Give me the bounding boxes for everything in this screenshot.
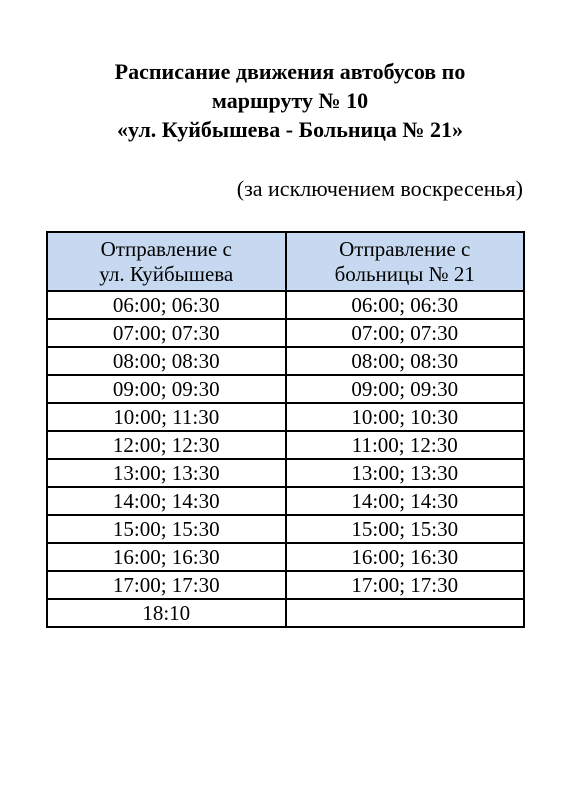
table-cell: 14:00; 14:30 [286, 487, 525, 515]
table-cell: 17:00; 17:30 [286, 571, 525, 599]
table-header-row [47, 232, 524, 291]
table-row [47, 599, 524, 627]
table-row [47, 431, 524, 459]
table-cell: 12:00; 12:30 [47, 431, 286, 459]
table-cell: 06:00; 06:30 [286, 291, 525, 319]
table-cell: 10:00; 11:30 [47, 403, 286, 431]
header-line: ул. Куйбышева [99, 261, 234, 286]
table-cell: 06:00; 06:30 [47, 291, 286, 319]
table-cell: 16:00; 16:30 [286, 543, 525, 571]
table-cell: 14:00; 14:30 [47, 487, 286, 515]
table-cell: 17:00; 17:30 [47, 571, 286, 599]
table-cell: 13:00; 13:30 [47, 459, 286, 487]
title-line-3: «ул. Куйбышева - Больница № 21» [117, 117, 463, 142]
header-departure-kuibysheva [47, 232, 286, 291]
header-departure-hospital [286, 232, 525, 291]
table-cell: 16:00; 16:30 [47, 543, 286, 571]
table-row [47, 347, 524, 375]
table-row [47, 571, 524, 599]
table-cell: 11:00; 12:30 [286, 431, 525, 459]
table-row [47, 319, 524, 347]
table-cell: 09:00; 09:30 [286, 375, 525, 403]
table-cell [286, 599, 525, 627]
header-line: Отправление с [339, 236, 471, 261]
title-line-1: Расписание движения автобусов по [114, 59, 466, 84]
table-cell: 10:00; 10:30 [286, 403, 525, 431]
table-cell: 08:00; 08:30 [47, 347, 286, 375]
table-cell: 09:00; 09:30 [47, 375, 286, 403]
table-row [47, 515, 524, 543]
header-line: Отправление с [100, 236, 232, 261]
schedule-title [0, 57, 565, 144]
table-cell: 07:00; 07:30 [47, 319, 286, 347]
schedule-table [46, 231, 525, 628]
table-cell: 18:10 [47, 599, 286, 627]
table-cell: 15:00; 15:30 [286, 515, 525, 543]
table-row [47, 543, 524, 571]
table-cell: 13:00; 13:30 [286, 459, 525, 487]
table-row [47, 403, 524, 431]
table-row [47, 375, 524, 403]
table-row [47, 291, 524, 319]
schedule-note: (за исключением воскресенья) [236, 176, 523, 201]
table-cell: 08:00; 08:30 [286, 347, 525, 375]
title-line-2: маршруту № 10 [211, 88, 369, 113]
table-cell: 07:00; 07:30 [286, 319, 525, 347]
table-row [47, 459, 524, 487]
table-cell: 15:00; 15:30 [47, 515, 286, 543]
header-line: больницы № 21 [334, 261, 475, 286]
table-row [47, 487, 524, 515]
